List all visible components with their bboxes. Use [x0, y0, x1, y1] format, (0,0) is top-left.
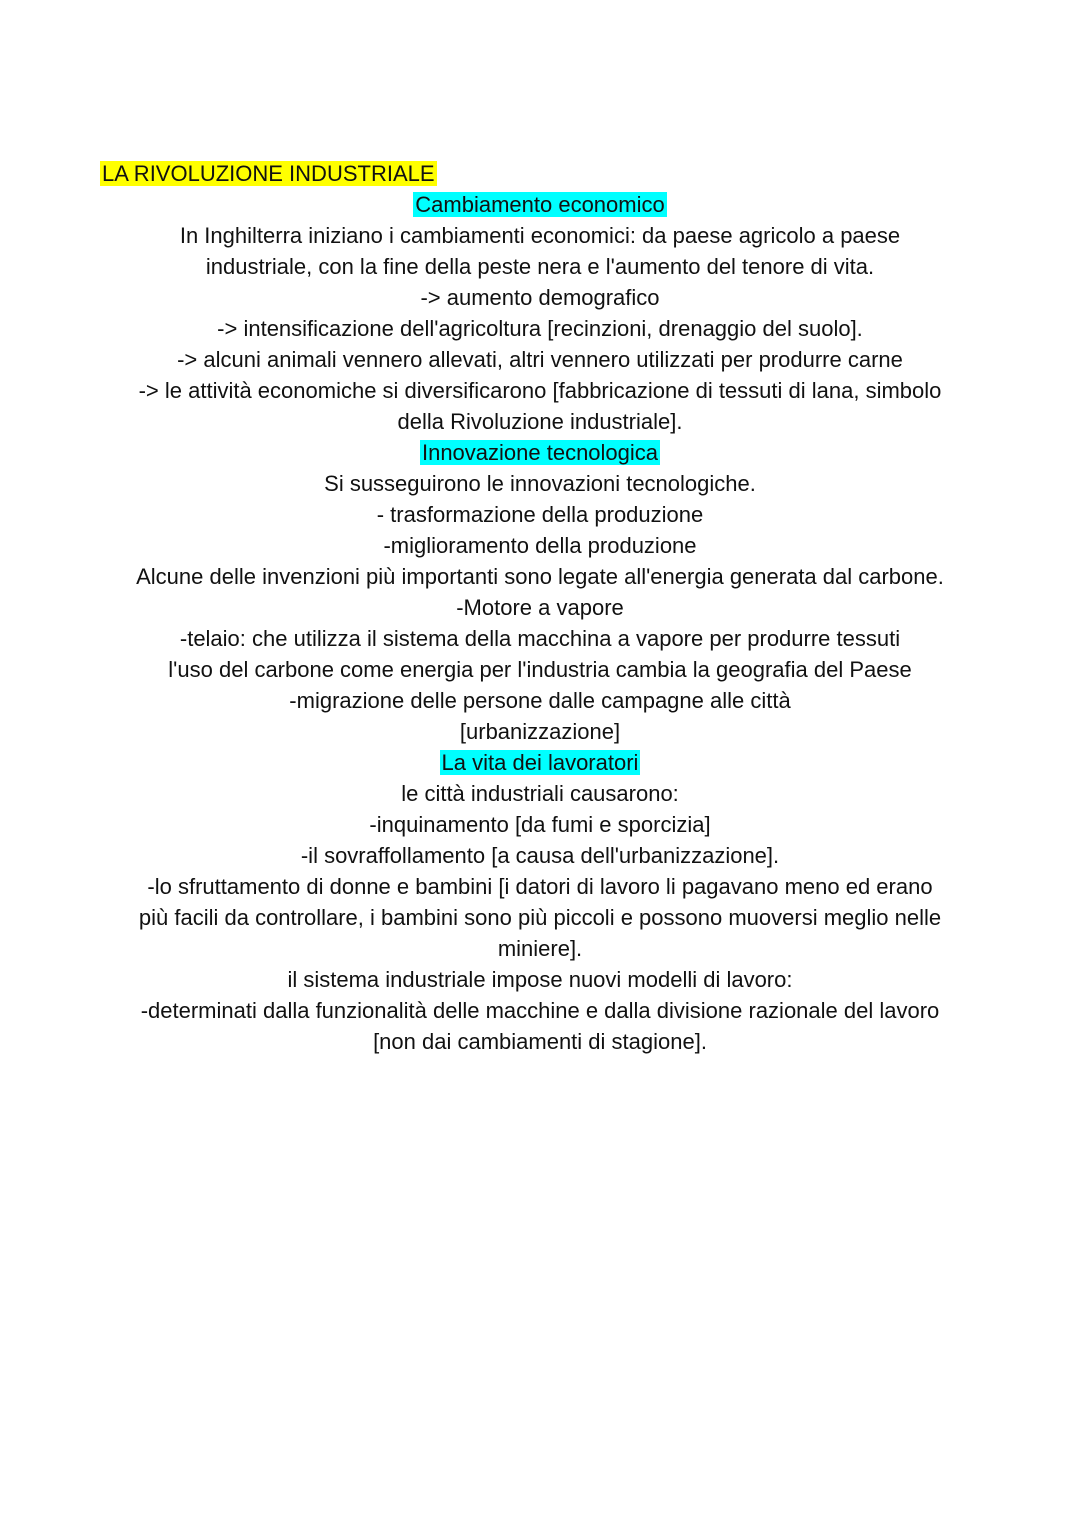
text-line: [urbanizzazione] [459, 719, 621, 744]
section-heading: Innovazione tecnologica [421, 440, 659, 465]
text-line: più facili da controllare, i bambini sono più piccoli e possono muoversi meglio nelle [138, 905, 942, 930]
section-heading: La vita dei lavoratori [441, 750, 639, 775]
document-page [100, 158, 980, 1057]
section-cambiamento-economico [100, 189, 980, 437]
text-line: -migrazione delle persone dalle campagne alle città [289, 688, 791, 713]
section-heading: Cambiamento economico [415, 192, 665, 217]
text-line: -telaio: che utilizza il sistema della macchina a vapore per produrre tessuti [179, 626, 901, 651]
document-title: LA RIVOLUZIONE INDUSTRIALE [102, 161, 435, 186]
text-line: -> intensificazione dell'agricoltura [recinzioni, drenaggio del suolo]. [217, 316, 863, 341]
section-heading-line [100, 189, 980, 220]
text-line: -> le attività economiche si diversificarono [fabbricazione di tessuti di lana, simbolo [138, 378, 942, 403]
section-heading-line [100, 437, 980, 468]
text-line: industriale, con la fine della peste nera e l'aumento del tenore di vita. [205, 254, 875, 279]
text-line: -> alcuni animali vennero allevati, altri vennero utilizzati per produrre carne [177, 347, 903, 372]
text-line: Si susseguirono le innovazioni tecnologiche. [324, 471, 756, 496]
text-line: -determinati dalla funzionalità delle macchine e dalla divisione razionale del lavoro [140, 998, 940, 1023]
text-line: il sistema industriale impose nuovi modelli di lavoro: [287, 967, 793, 992]
document-title-line [100, 158, 980, 189]
text-line: [non dai cambiamenti di stagione]. [373, 1029, 707, 1054]
text-line: -il sovraffollamento [a causa dell'urbanizzazione]. [300, 843, 780, 868]
text-line: -inquinamento [da fumi e sporcizia] [369, 812, 711, 837]
text-line: -Motore a vapore [456, 595, 624, 620]
text-line: -> aumento demografico [420, 285, 660, 310]
text-line: In Inghilterra iniziano i cambiamenti economici: da paese agricolo a paese [179, 223, 901, 248]
text-line: le città industriali causarono: [401, 781, 679, 806]
section-heading-line [100, 747, 980, 778]
text-line: Alcune delle invenzioni più importanti sono legate all'energia generata dal carbone. [136, 564, 944, 589]
text-line: - trasformazione della produzione [376, 502, 704, 527]
text-line: -lo sfruttamento di donne e bambini [i datori di lavoro li pagavano meno ed erano [147, 874, 933, 899]
text-line: della Rivoluzione industriale]. [397, 409, 683, 434]
text-line: -miglioramento della produzione [383, 533, 697, 558]
text-line: l'uso del carbone come energia per l'industria cambia la geografia del Paese [168, 657, 912, 682]
section-innovazione-tecnologica [100, 437, 980, 747]
section-vita-dei-lavoratori [100, 747, 980, 1057]
text-line: miniere]. [497, 936, 583, 961]
